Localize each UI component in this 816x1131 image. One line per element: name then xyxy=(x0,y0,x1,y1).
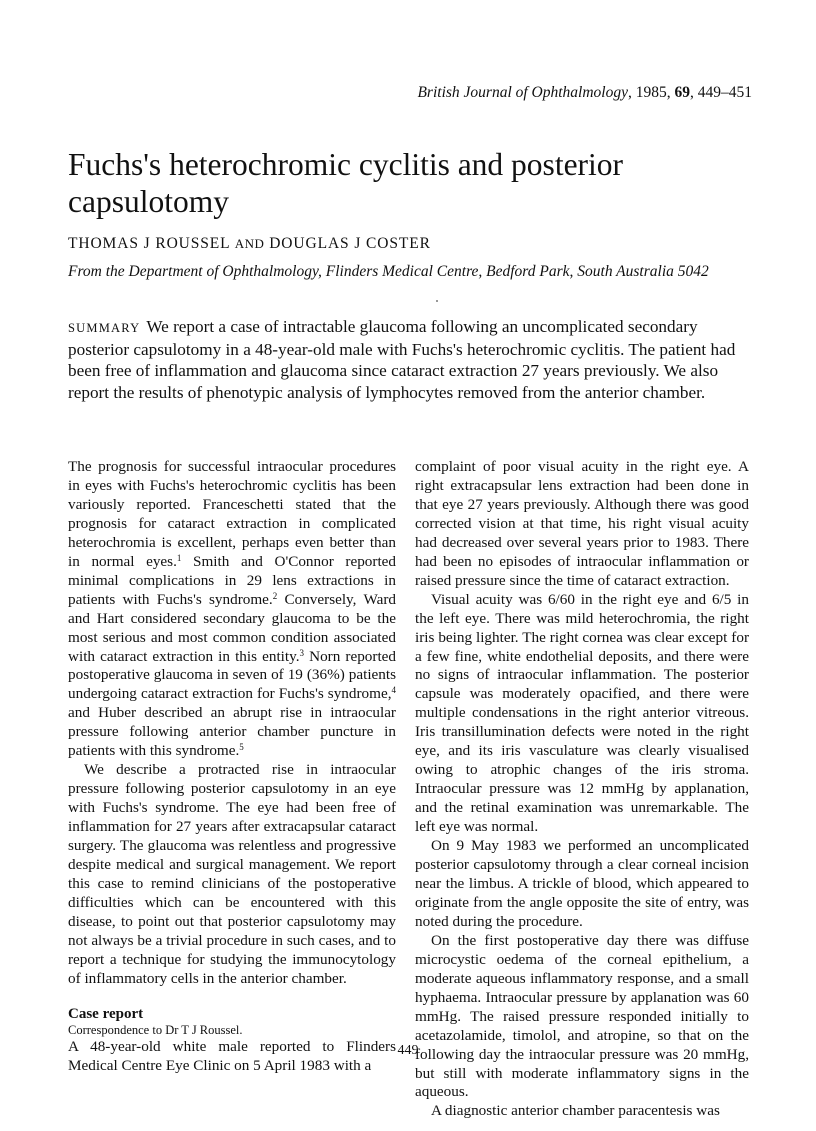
ref-superscript: 2 xyxy=(272,590,278,601)
body-paragraph: We describe a protracted rise in intraocular pressure following posterior capsulotomy in an eye with Fuchs's syndrome. The eye had been free of inflammation for 27 years after extracapsular cataract surgery. The glaucoma was relentless and progressive despite medical and surgical management. We report this case to remind clinicians of the postoperative difficulties which can be encountered with this disease, to point out that posterior capsulotomy may not always be a trivial procedure in such cases, and to report a technique for studying the immunocytology of inflammatory cells in the anterior chamber. xyxy=(68,761,396,987)
summary-label: SUMMARY xyxy=(68,321,141,335)
body-paragraph: complaint of poor visual acuity in the right eye. A right extracapsular lens extraction had been done in that eye 27 years previously. Although there was good corrected vision at that time, his right visual acuity had decreased over several years prior to 1983. There had been no episodes of intraocular inflammation or raised pressure since the time of cataract extraction. xyxy=(415,458,749,589)
author-conjunction: AND xyxy=(234,236,265,251)
journal-volume: 69 xyxy=(674,84,690,101)
author-2: DOUGLAS J COSTER xyxy=(269,235,431,252)
body-paragraph: Visual acuity was 6/60 in the right eye and 6/5 in the left eye. There was mild heterochromia, the right iris being lighter. The right cornea was clear except for a few fine, white endothelial deposits, and there were no signs of intraocular inflammation. The posterior capsule was moderately opacified, and there were multiple condensations in the right anterior vitreous. Iris transillumination defects were noted in the right eye, and its iris vasculature was clearly visualised owing to atrophic changes of the iris stroma. Intraocular pressure was 12 mmHg by applanation, and the retinal examination was unremarkable. The left eye was normal. xyxy=(415,590,749,836)
journal-citation xyxy=(417,84,752,102)
body-paragraph: A 48-year-old white male reported to Flinders Medical Centre Eye Clinic on 5 April 1983 with a xyxy=(68,1037,396,1074)
body-paragraph: On the first postoperative day there was diffuse microcystic oedema of the corneal epithelium, a moderate aqueous inflammatory response, and a small hyphaema. Intraocular pressure by applanation was 60 mmHg. The raised pressure responded initially to acetazolamide, timolol, and atropine, so that on the following day the intraocular pressure was 20 mmHg, but still with moderate inflammatory signs in the aqueous. xyxy=(415,931,749,1101)
section-heading: Case report xyxy=(68,1005,144,1022)
text-span: Conversely, Ward and Hart considered secondary glaucoma to be the most serious and most common condition associated with cataract extraction in this entity. xyxy=(68,590,396,665)
author-1: THOMAS J ROUSSEL xyxy=(68,235,230,252)
affiliation: From the Department of Ophthalmology, Flinders Medical Centre, Bedford Park, South Australia 5042 xyxy=(68,263,709,280)
summary-text: We report a case of intractable glaucoma following an uncomplicated secondary posterior capsulotomy in a 48-year-old male with Fuchs's heterochromic cyclitis. The patient had been free of inflammation and glaucoma since cataract extraction 27 years previously. We also report the results of phenotypic analysis of lymphocytes removed from the anterior chamber. xyxy=(68,317,736,402)
ref-superscript: 4 xyxy=(391,685,396,696)
decorative-dot xyxy=(436,300,438,302)
text-span: Smith and O'Connor reported minimal complications in 29 lens extractions in patients with Fuchs's syndrome. xyxy=(68,552,396,608)
correspondence-note: Correspondence to Dr T J Roussel. xyxy=(68,1023,243,1037)
text-span: Norn reported postoperative glaucoma in seven of 19 (36%) patients undergoing cataract extraction for Fuchs's syndrome, xyxy=(68,647,397,703)
article-title: Fuchs's heterochromic cyclitis and posterior capsulotomy xyxy=(68,147,624,219)
ref-superscript: 1 xyxy=(176,552,182,563)
journal-year: , 1985, xyxy=(628,84,675,101)
ref-superscript: 5 xyxy=(239,742,244,753)
body-column-right xyxy=(415,458,749,1121)
text-span: The prognosis for successful intraocular procedures in eyes with Fuchs's heterochromic cyclitis has been variously reported. Franceschetti stated that the prognosis for cataract extraction in complicated heterochromia is excellent, perhaps even better than in normal eyes. xyxy=(68,458,396,570)
page-number: 449 xyxy=(397,1043,419,1058)
text-span: and Huber described an abrupt rise in intraocular pressure following anterior chamber puncture in patients with this syndrome. xyxy=(68,704,396,760)
journal-pages: , 449–451 xyxy=(690,84,752,101)
journal-name: British Journal of Ophthalmology xyxy=(417,84,628,101)
intro-paragraph xyxy=(68,458,396,761)
body-paragraph: On 9 May 1983 we performed an uncomplicated posterior capsulotomy through a clear corneal incision near the limbus. A trickle of blood, which appeared to originate from the angle opposite the site of entry, was noted during the procedure. xyxy=(415,837,749,930)
ref-superscript: 3 xyxy=(299,647,305,658)
body-paragraph: A diagnostic anterior chamber paracentesis was xyxy=(431,1102,720,1120)
author-list xyxy=(68,235,431,253)
summary-block xyxy=(68,316,748,403)
body-column-left xyxy=(68,458,396,1076)
